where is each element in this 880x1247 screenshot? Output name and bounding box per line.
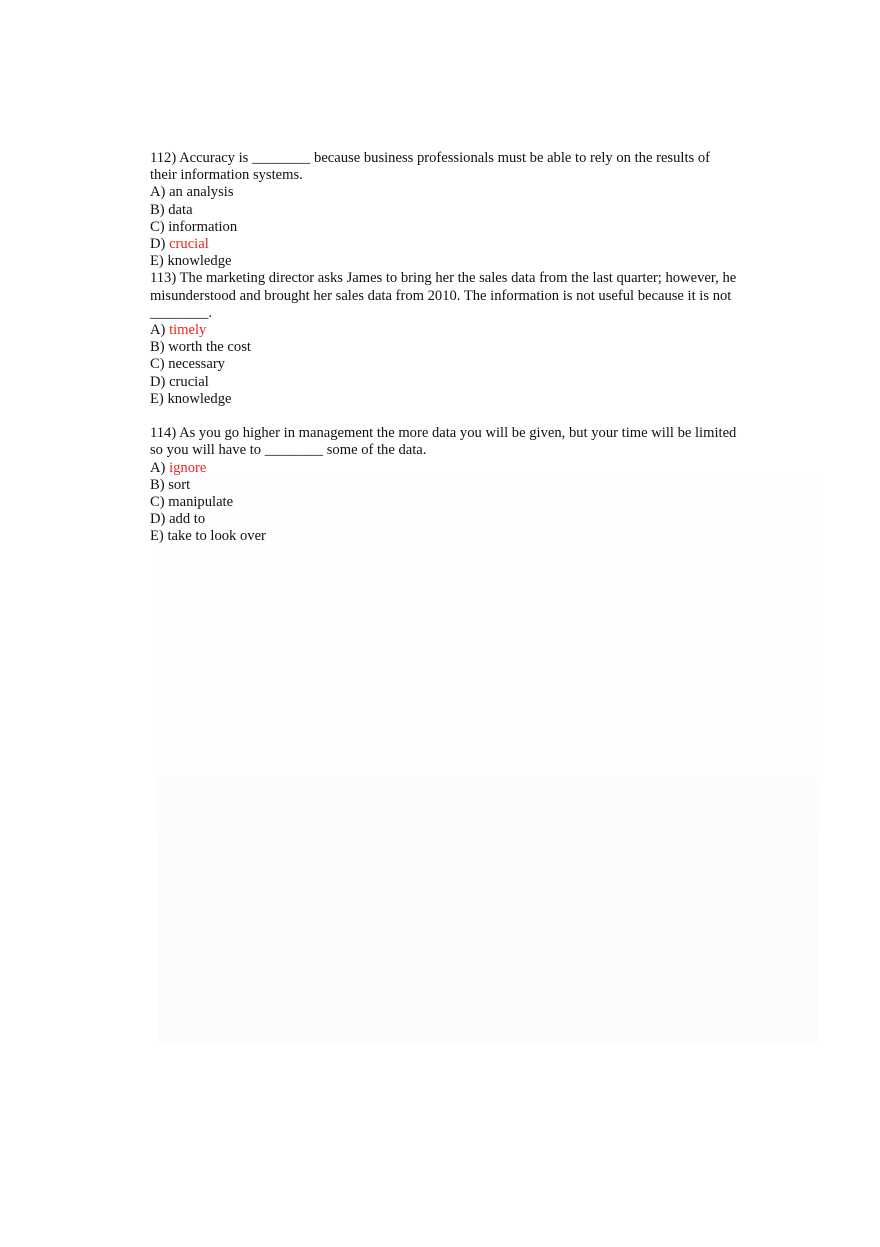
correct-answer-text: ignore — [169, 459, 207, 476]
option-d — [150, 511, 740, 528]
document-body — [150, 150, 740, 546]
option-text: manipulate — [168, 494, 234, 511]
correct-answer-text: timely — [169, 322, 207, 339]
question-number: 112) — [150, 150, 177, 166]
option-b — [150, 339, 740, 356]
question-text — [150, 150, 740, 184]
option-text: information — [168, 218, 238, 235]
option-letter: D) — [150, 236, 166, 253]
option-letter: A) — [150, 459, 166, 476]
option-c — [150, 356, 740, 373]
option-b — [150, 477, 740, 494]
correct-answer-text: crucial — [169, 236, 209, 253]
question-prompt: Accuracy is ________ because business professionals must be able to rely on the results of their information systems. — [150, 150, 710, 184]
question-number: 113) — [150, 270, 177, 287]
option-text: knowledge — [167, 253, 232, 270]
option-letter: B) — [150, 201, 165, 218]
option-letter: D) — [150, 511, 166, 528]
question-114 — [150, 425, 740, 545]
option-d — [150, 236, 740, 253]
option-b — [150, 202, 740, 219]
question-prompt: The marketing director asks James to bring her the sales data from the last quarter; however, he misunderstood and brought her sales data from 2010. The information is not useful because it is not ________. — [150, 270, 737, 321]
option-text: take to look over — [167, 528, 266, 545]
option-e — [150, 528, 740, 545]
option-a — [150, 184, 740, 201]
option-e — [150, 253, 740, 270]
option-letter: C) — [150, 218, 165, 235]
question-text — [150, 425, 740, 459]
option-letter: C) — [150, 494, 165, 511]
question-text — [150, 270, 740, 322]
option-e — [150, 391, 740, 408]
option-a — [150, 460, 740, 477]
option-letter: D) — [150, 373, 166, 390]
option-a — [150, 322, 740, 339]
option-text: worth the cost — [168, 339, 251, 356]
option-text: data — [168, 201, 193, 218]
option-text: add to — [169, 511, 206, 528]
question-spacer — [150, 408, 740, 425]
option-c — [150, 494, 740, 511]
option-letter: C) — [150, 356, 165, 373]
option-text: crucial — [169, 373, 209, 390]
option-text: knowledge — [167, 390, 232, 407]
question-number: 114) — [150, 425, 177, 442]
option-d — [150, 374, 740, 391]
option-letter: B) — [150, 339, 165, 356]
question-113 — [150, 270, 740, 408]
option-text: sort — [168, 476, 191, 493]
option-letter: E) — [150, 253, 164, 270]
question-112 — [150, 150, 740, 270]
option-text: necessary — [168, 356, 225, 373]
option-letter: A) — [150, 184, 166, 201]
option-letter: B) — [150, 476, 165, 493]
option-letter: E) — [150, 528, 164, 545]
option-letter: E) — [150, 390, 164, 407]
option-text: an analysis — [169, 184, 234, 201]
option-c — [150, 219, 740, 236]
option-letter: A) — [150, 322, 166, 339]
question-prompt: As you go higher in management the more data you will be given, but your time will be limited so you will have to ________ some of the data. — [150, 425, 737, 459]
